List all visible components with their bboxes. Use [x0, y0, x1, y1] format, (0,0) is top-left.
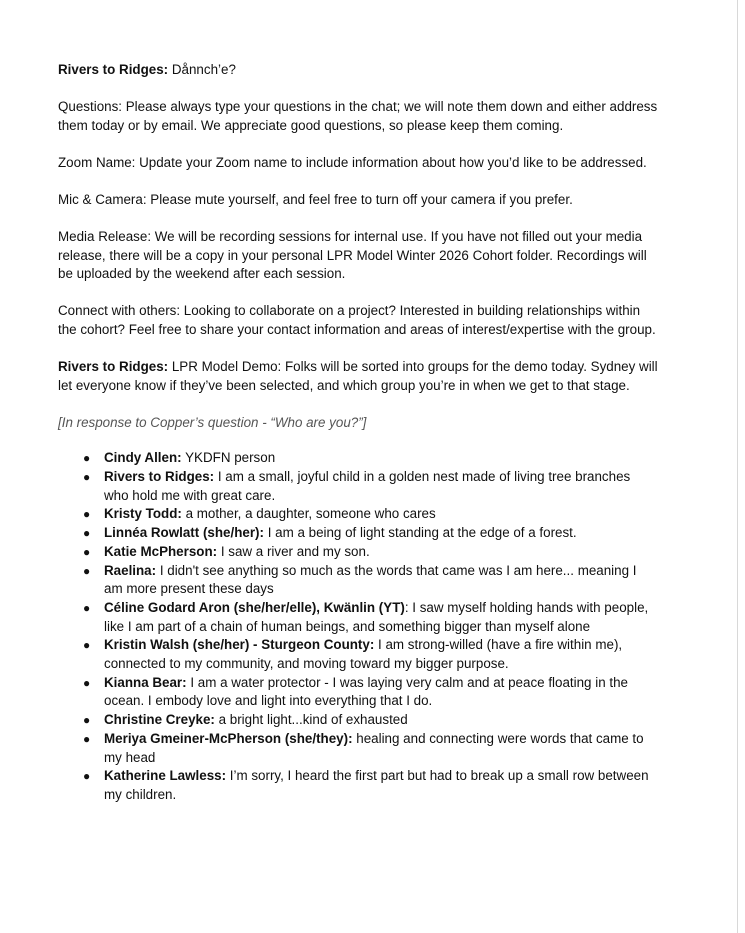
response-text: a bright light...kind of exhausted	[214, 712, 408, 728]
demo-speaker: Rivers to Ridges:	[58, 358, 169, 374]
connect-paragraph: Connect with others: Looking to collaborate on a project? Interested in building relationships within the cohort? Feel free to share your contact information and areas of interest/expertise with the group.	[58, 303, 656, 337]
respondent-name: Cindy Allen:	[104, 450, 182, 466]
bullet-icon: ●	[83, 769, 91, 784]
bullet-icon: ●	[83, 601, 91, 616]
list-item	[58, 767, 658, 804]
response-text: I didn't see anything so much as the words that came was I am here... meaning I am more present these days	[104, 562, 637, 597]
respondent-name: Christine Creyke:	[104, 712, 215, 728]
intro-paragraph	[58, 61, 658, 80]
demo-paragraph	[58, 358, 658, 395]
response-text: I’m sorry, I heard the first part but had to break up a small row between my children.	[104, 768, 649, 802]
respondent-name: Linnéa Rowlatt (she/her):	[104, 525, 264, 541]
zoom-name-paragraph: Zoom Name: Update your Zoom name to include information about how you’d like to be addressed.	[58, 154, 647, 170]
respondent-name: Kristy Todd:	[104, 506, 182, 522]
respondent-name: Meriya Gmeiner-McPherson (she/they):	[104, 731, 353, 746]
mic-camera-paragraph: Mic & Camera: Please mute yourself, and feel free to turn off your camera if you prefer.	[58, 191, 573, 207]
bullet-icon: ●	[83, 732, 91, 746]
response-list	[58, 449, 658, 804]
respondent-name: Rivers to Ridges:	[104, 469, 215, 484]
response-text: I am strong-willed (have a fire within me), connected to my community, and moving toward my bigger purpose.	[104, 637, 623, 672]
list-item	[58, 599, 658, 636]
bullet-icon: ●	[83, 507, 91, 522]
respondent-name: Raelina:	[104, 562, 157, 578]
respondent-name: Katherine Lawless:	[104, 768, 227, 784]
questions-paragraph: Questions: Please always type your questions in the chat; we will note them down and either address them today or by email. We appreciate good questions, so please keep them coming.	[58, 99, 658, 133]
list-item	[58, 674, 658, 711]
respondent-name: Kristin Walsh (she/her) - Sturgeon County:	[104, 637, 375, 653]
response-text: : I saw myself holding hands with people, like I am part of a chain of human beings, and something bigger than myself alone	[104, 600, 649, 634]
bullet-icon: ●	[83, 526, 91, 541]
bullet-icon: ●	[83, 544, 91, 559]
bullet-icon: ●	[83, 563, 91, 578]
response-text: a mother, a daughter, someone who cares	[181, 506, 436, 522]
respondent-name: Katie McPherson:	[104, 543, 218, 559]
response-text: YKDFN person	[181, 450, 276, 466]
bullet-icon: ●	[83, 675, 91, 690]
response-text: I saw a river and my son.	[217, 543, 370, 559]
respondent-name: Céline Godard Aron (she/her/elle), Kwänlin (YT)	[104, 600, 405, 616]
response-note: [In response to Copper’s question - “Who are you?”]	[58, 414, 367, 430]
bullet-icon: ●	[83, 470, 91, 484]
document-body	[58, 61, 658, 805]
page-edge-divider	[737, 0, 738, 933]
list-item	[58, 543, 658, 562]
list-item	[58, 730, 658, 767]
intro-text: Dånnch’e?	[168, 62, 236, 77]
list-item	[58, 449, 658, 468]
list-item	[58, 468, 658, 505]
list-item	[58, 524, 658, 543]
list-item	[58, 562, 658, 599]
list-item	[58, 636, 658, 673]
response-text: I am a water protector - I was laying very calm and at peace floating in the ocean. I embody love and light into everything that I do.	[104, 674, 628, 709]
bullet-icon: ●	[83, 451, 91, 466]
response-text: I am a small, joyful child in a golden nest made of living tree branches who hold me with great care.	[104, 469, 631, 503]
response-text: I am a being of light standing at the edge of a forest.	[263, 525, 577, 541]
intro-speaker: Rivers to Ridges:	[58, 62, 169, 77]
list-item	[58, 711, 658, 730]
bullet-icon: ●	[83, 638, 91, 653]
demo-text: LPR Model Demo: Folks will be sorted into groups for the demo today. Sydney will let everyone know if they’ve been selected, and which group you’re in when we get to that stage.	[58, 358, 658, 393]
list-item	[58, 505, 658, 524]
response-text: healing and connecting were words that came to my head	[104, 731, 644, 765]
media-release-paragraph: Media Release: We will be recording sessions for internal use. If you have not filled out your media release, there will be a copy in your personal LPR Model Winter 2026 Cohort folder. Recordings will be uploaded by the weekend after each session.	[58, 228, 647, 282]
respondent-name: Kianna Bear:	[104, 674, 187, 690]
bullet-icon: ●	[83, 713, 91, 728]
